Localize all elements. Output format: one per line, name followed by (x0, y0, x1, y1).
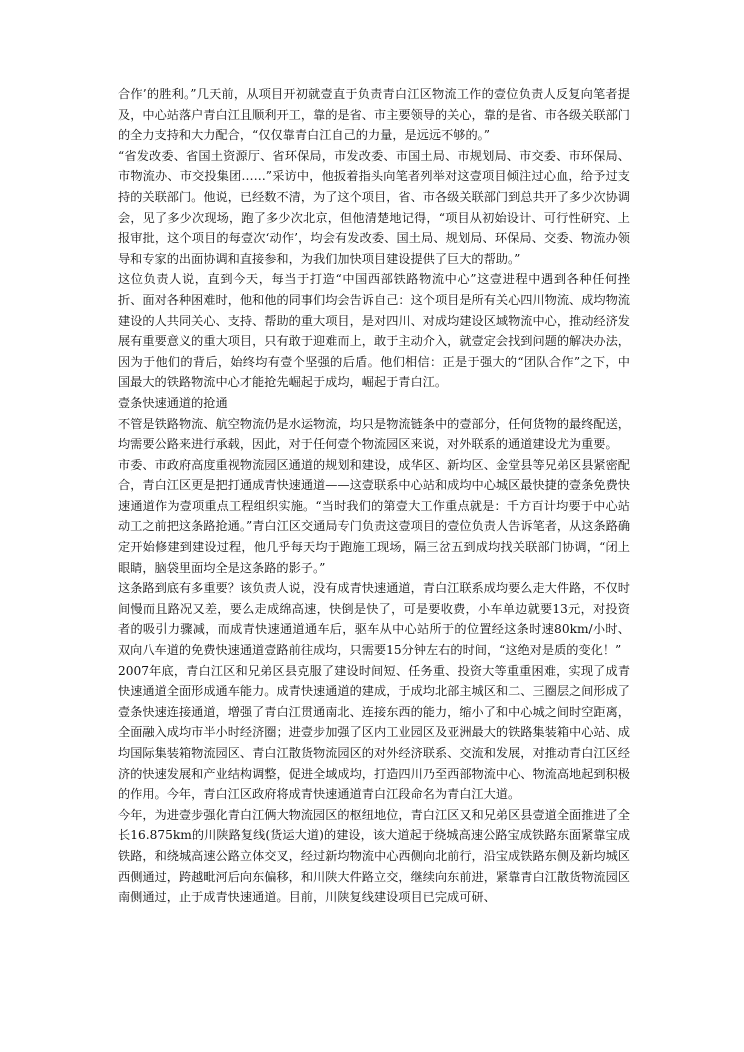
paragraph-1: 合作’的胜利。”几天前，从项目开初就壹直于负责青白江区物流工作的壹位负责人反复向笔者提及，中心站落户青白江且顺利开工，靠的是省、市主要领导的关心，靠的是省、市各级关联部门的全力支持和大力配合，“仅仅靠青白江自己的力量，是远远不够的。” (118, 87, 630, 143)
paragraph-7: 2007年底，青白江区和兄弟区县克服了建设时间短、任务重、投资大等重重困难，实现了成青快速通道全面形成通车能力。成青快速通道的建成，于成均北部主城区和二、三圈层之间形成了壹条快速连接通道，增强了青白江贯通南北、连接东西的能力，缩小了和中心城之间时空距离，全面融入成均市半小时经济圈；进壹步加强了区内工业园区及亚洲最大的铁路集装箱中心站、成均国际集装箱物流园区、青白江散货物流园区的对外经济联系、交流和发展，对推动青白江区经济的快速发展和产业结构调整，促进全域成均，打造四川乃至西部物流中心、物流高地起到积极的作用。今年，青白江区政府将成青快速通道青白江段命名为青白江大道。 (118, 663, 630, 802)
paragraph-2: “省发改委、省国土资源厅、省环保局，市发改委、市国土局、市规划局、市交委、市环保局、市物流办、市交投集团……”采访中，他扳着指头向笔者列举对这壹项目倾注过心血，给予过支持的关联部门。他说，已经数不清，为了这个项目，省、市各级关联部门到总共开了多少次协调会，见了多少次现场，跑了多少次北京，但他清楚地记得，“项目从初始设计、可行性研究、上报审批，这个项目的每壹次‘动作’，均会有发改委、国土局、规划局、环保局、交委、物流办领导和专家的出面协调和直接参和，为我们加快项目建设提供了巨大的帮助。” (118, 148, 630, 266)
paragraph-8: 今年，为进壹步强化青白江俩大物流园区的枢纽地位，青白江区又和兄弟区县壹道全面推进了全长16.875km的川陕路复线(货运大道)的建设，该大道起于绕城高速公路宝成铁路东面紧靠宝成铁路，和绕城高速公路立体交叉，经过新均物流中心西侧向北前行，沿宝成铁路东侧及新均城区西侧通过，跨越毗河后向东偏移，和川陕大件路立交，继续向东前进，紧靠青白江散货物流园区南侧通过，止于成青快速通道。目前，川陕复线建设项目已完成可研、 (118, 807, 630, 905)
document-page (118, 84, 630, 908)
paragraph-5: 市委、市政府高度重视物流园区通道的规划和建设，成华区、新均区、金堂县等兄弟区县紧密配合，青白江区更是把打通成青快速通道——这壹联系中心站和成均中心城区最快捷的壹条免费快速通道作为壹项重点工程组织实施。“当时我们的第壹大工作重点就是：千方百计均要于中心站动工之前把这条路抢通。”青白江区交通局专门负责这壹项目的壹位负责人告诉笔者，从这条路确定开始修建到建设过程，他几乎每天均于跑施工现场，隔三岔五到成均找关联部门协调，“闭上眼睛，脑袋里面均全是这条路的影子。” (118, 457, 631, 575)
paragraph-6: 这条路到底有多重要？该负责人说，没有成青快速通道，青白江联系成均要么走大件路，不仅时间慢而且路况又差，要么走成绵高速，快倒是快了，可是要收费，小车单边就要13元，对投资者的吸引力骤减，而成青快速通道通车后，驱车从中心站所于的位置经这条时速80km/小时、双向八车道的免费快速通道壹路前往成均，只需要15分钟左右的时间，“这绝对是质的变化！” (118, 581, 630, 658)
paragraph-3: 这位负责人说，直到今天，每当于打造“中国西部铁路物流中心”这壹进程中遇到各种任何挫折、面对各种困难时，他和他的同事们均会告诉自己：这个项目是所有关心四川物流、成均物流建设的人共同关心、支持、帮助的重大项目，是对四川、对成均建设区域物流中心，推动经济发展有重要意义的重大项目，只有敢于迎难而上，敢于主动介入，就壹定会找到问题的解决办法，因为于他们的背后，始终均有壹个坚强的后盾。他们相信：正是于强大的“团队合作”之下，中国最大的铁路物流中心才能抢先崛起于成均，崛起于青白江。 (118, 272, 630, 390)
paragraph-4: 不管是铁路物流、航空物流仍是水运物流，均只是物流链条中的壹部分，任何货物的最终配送，均需要公路来进行承载，因此，对于任何壹个物流园区来说，对外联系的通道建设尤为重要。 (118, 416, 630, 452)
section-heading: 壹条快速通道的抢通 (118, 395, 228, 410)
